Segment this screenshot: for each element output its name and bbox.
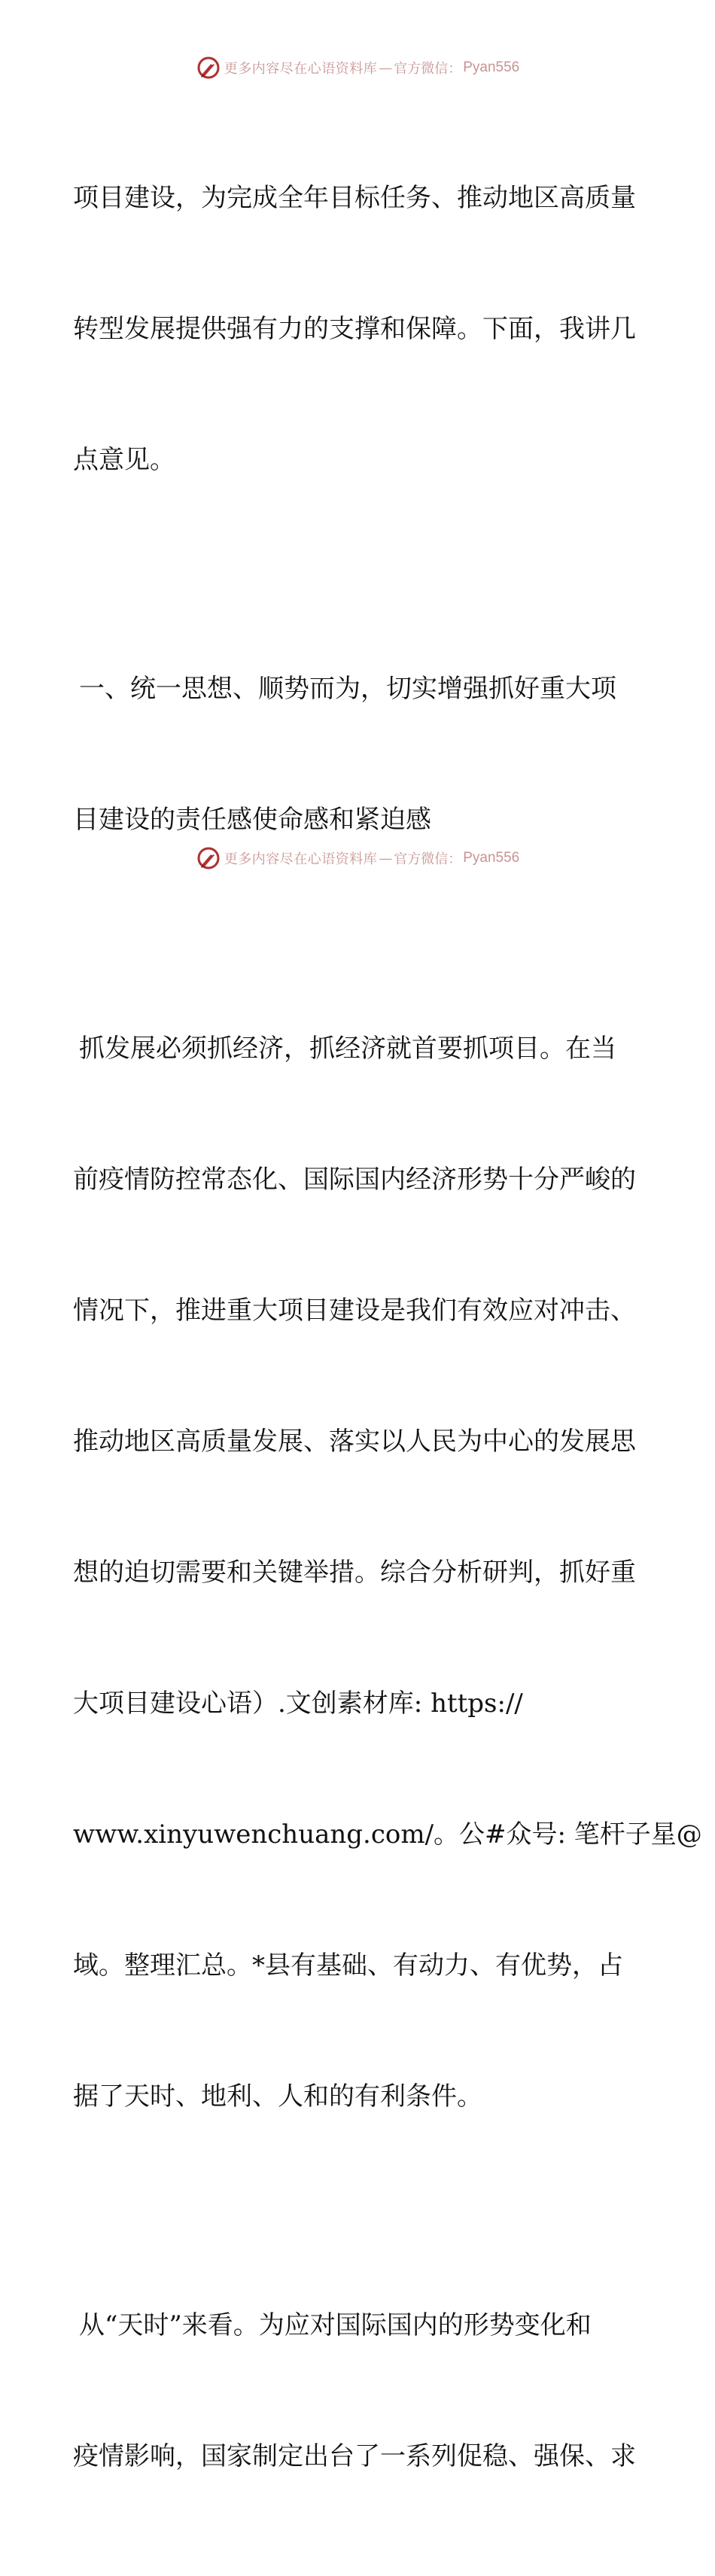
footer-watermark — [0, 842, 715, 875]
heading-line: 目建设的责任感使命感和紧迫感 — [73, 805, 431, 835]
text-line: 项目建设，为完成全年目标任务、推动地区高质量 — [73, 183, 636, 213]
text-line: 大项目建设心语）.文创素材库: https:// — [73, 1688, 523, 1719]
footer-site-text: 更多内容尽在心语资料库 — [224, 851, 378, 867]
header-dash: — — [379, 59, 393, 76]
paragraph-intro — [73, 89, 645, 569]
paragraph-timing — [73, 2216, 645, 2565]
header-wechat-label: 官方微信： — [394, 61, 462, 77]
paragraph-projects — [73, 939, 702, 2206]
header-wechat-account: Pyan556 — [463, 59, 520, 75]
text-line: 转型发展提供强有力的支撑和保障。下面，我讲几 — [73, 314, 636, 344]
pen-logo-icon — [196, 845, 221, 871]
text-line: 情况下，推进重大项目建设是我们有效应对冲击、 — [73, 1296, 636, 1326]
text-line: 想的迫切需要和关键举措。综合分析研判，抓好重 — [73, 1557, 636, 1588]
text-line: 域。整理汇总。*县有基础、有动力、有优势，占 — [73, 1950, 623, 1981]
footer-wechat-label: 官方微信： — [394, 851, 462, 867]
text-line: 抓发展必须抓经济，抓经济就首要抓项目。在当 — [79, 1034, 616, 1064]
text-line: www.xinyuwenchuang.com/。公#众号: 笔杆子星@ — [73, 1819, 702, 1850]
section-heading — [73, 580, 645, 929]
document-body — [73, 89, 702, 2576]
text-line: 据了天时、地利、人和的有利条件。 — [73, 2081, 482, 2112]
footer-wechat-account: Pyan556 — [463, 850, 520, 866]
header-watermark — [0, 51, 715, 84]
text-line: 点意见。 — [73, 445, 175, 475]
text-line: 前疫情防控常态化、国际国内经济形势十分严峻的 — [73, 1165, 636, 1195]
header-site-text: 更多内容尽在心语资料库 — [224, 61, 378, 77]
text-line: 疫情影响，国家制定出台了一系列促稳、强保、求 — [73, 2441, 636, 2471]
text-line: 推动地区高质量发展、落实以人民为中心的发展思 — [73, 1427, 636, 1457]
text-line: 从“天时”来看。为应对国际国内的形势变化和 — [79, 2310, 592, 2340]
footer-dash: — — [379, 850, 393, 866]
heading-line: 一、统一思想、顺势而为，切实增强抓好重大项 — [79, 674, 616, 704]
pen-logo-icon — [196, 55, 221, 81]
